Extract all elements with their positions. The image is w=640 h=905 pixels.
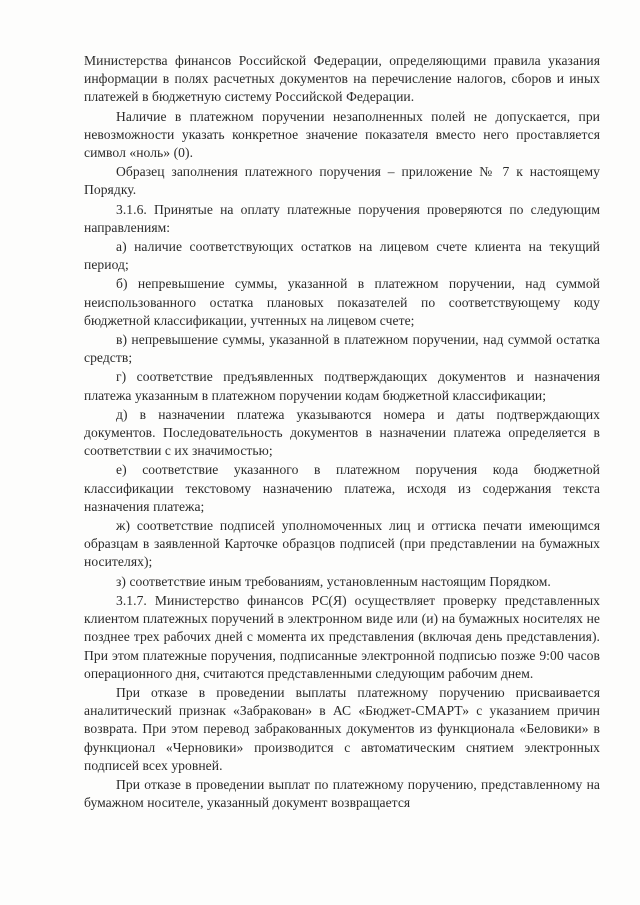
section-3-1-7: 3.1.7. Министерство финансов РС(Я) осуществляет проверку представленных клиентом платежных поручений в электронном виде или (и) на бумажных носителях не позднее трех рабочих дней с момента их представления (включая день представления). При этом платежные поручения, подписанные электронной подписью позже 9:00 часов операционного дня, считаются представленными следующим рабочим днем.: [84, 592, 600, 681]
paragraph: Наличие в платежном поручении незаполненных полей не допускается, при невозможности указать конкретное значение показателя вместо него проставляется символ «ноль» (0).: [84, 108, 600, 161]
list-item-zh: ж) соответствие подписей уполномоченных лиц и оттиска печати имеющимся образцам в заявленной Карточке образцов подписей (при представлении на бумажных носителях);: [84, 518, 600, 570]
list-item-g: г) соответствие предъявленных подтверждающих документов и назначения платежа указанным в платежном поручении кодам бюджетной классификации;: [84, 369, 600, 403]
section-3-1-6-heading: 3.1.6. Принятые на оплату платежные поручения проверяются по следующим направлениям:: [84, 201, 600, 235]
list-item-b: б) непревышение суммы, указанной в платежном поручении, над суммой неиспользованного остатка плановых показателей по соответствующему коду бюджетной классификации, учтенных на лицевом счете;: [84, 276, 600, 328]
paragraph: Министерства финансов Российской Федерации, определяющими правила указания информации в полях расчетных документов на перечисление налогов, сборов и иных платежей в бюджетную систему Российской Федерации.: [84, 53, 600, 105]
list-item-a: а) наличие соответствующих остатков на лицевом счете клиента на текущий период;: [84, 239, 600, 273]
list-item-v: в) непревышение суммы, указанной в платежном поручении, над суммой остатка средств;: [84, 332, 600, 366]
paragraph: При отказе в проведении выплаты платежному поручению присваивается аналитический признак «Забракован» в АС «Бюджет-СМАРТ» с указанием причин возврата. При этом перевод забракованных документов из функционала «Беловики» в функционал «Черновики» производится с автоматическим снятием электронных подписей всех уровней.: [84, 684, 600, 773]
document-body: [84, 52, 600, 812]
list-item-e: е) соответствие указанного в платежном поручения кода бюджетной классификации текстовому назначению платежа, исходя из содержания текста назначения платежа;: [84, 462, 600, 514]
paragraph: Образец заполнения платежного поручения – приложение № 7 к настоящему Порядку.: [84, 164, 600, 198]
list-item-z: з) соответствие иным требованиям, установленным настоящим Порядком.: [116, 573, 551, 589]
paragraph: При отказе в проведении выплат по платежному поручению, представленному на бумажном носителе, указанный документ возвращается: [84, 776, 600, 811]
list-item-d: д) в назначении платежа указываются номера и даты подтверждающих документов. Последовательность документов в назначении платежа определяется в соответствии с их значимостью;: [84, 406, 600, 459]
